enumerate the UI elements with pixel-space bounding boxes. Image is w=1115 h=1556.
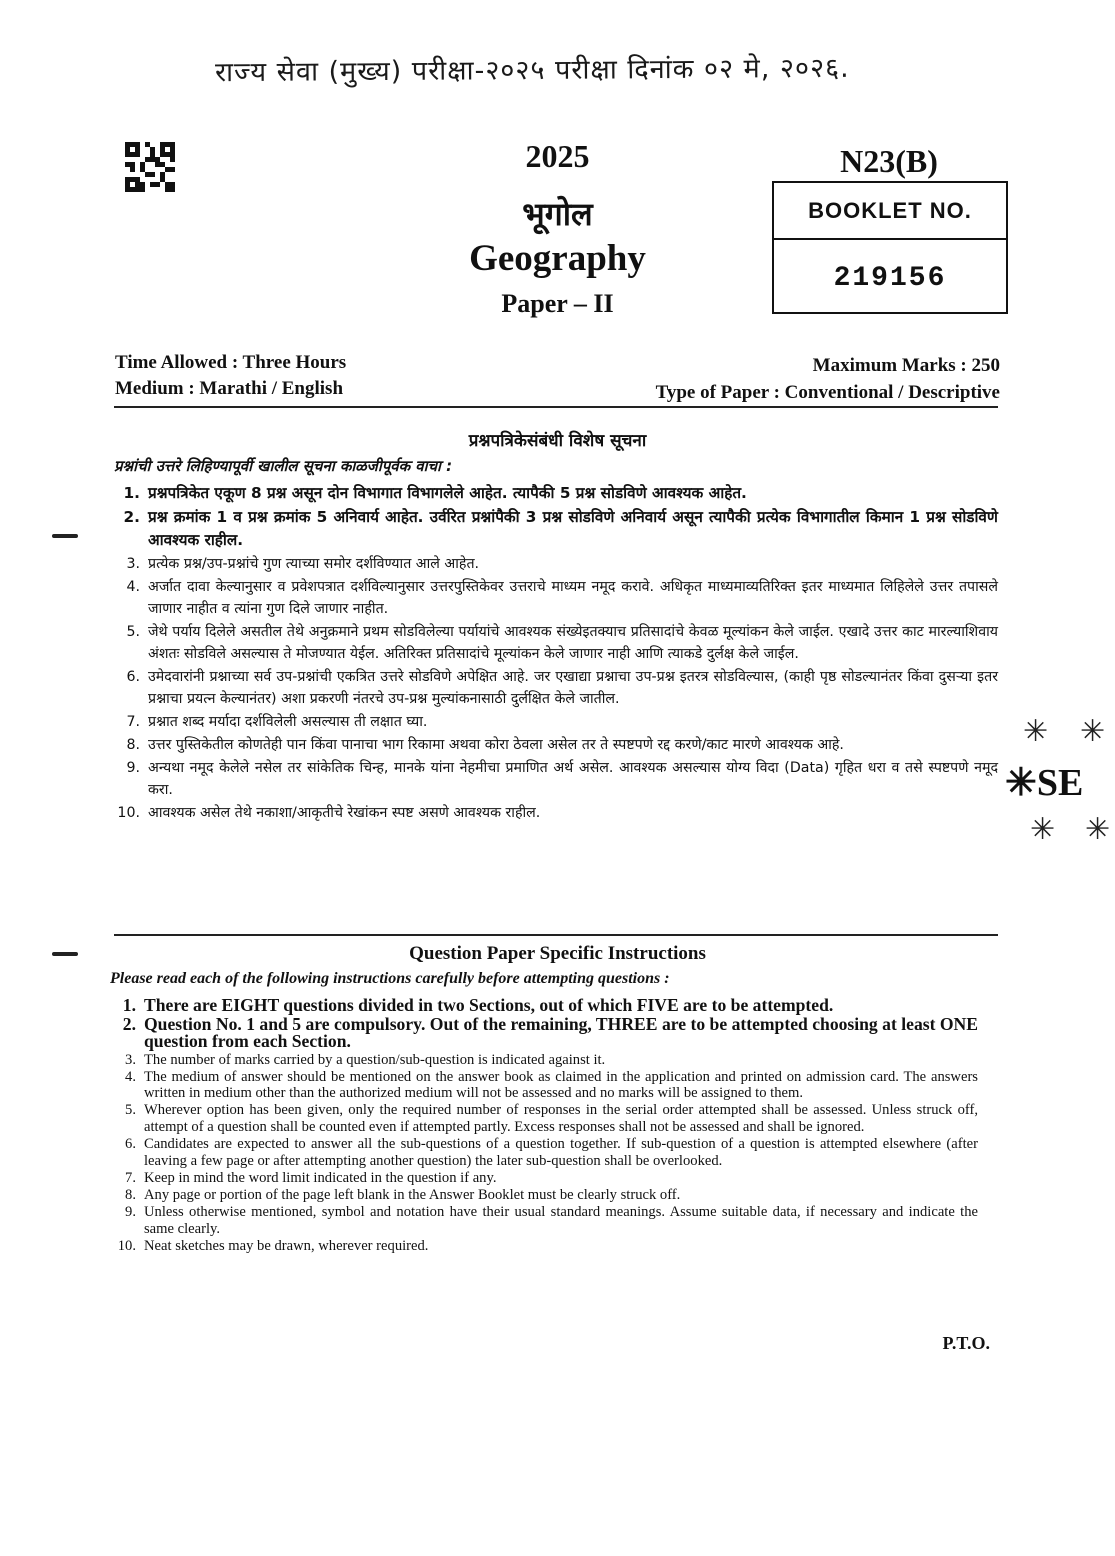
margin-stamp	[1005, 700, 1111, 860]
list-item: 3. प्रत्येक प्रश्न/उप-प्रश्नांचे गुण त्याच्या समोर दर्शविण्यात आले आहेत.	[126, 556, 480, 572]
list-item: 5. Wherever option has been given, only the required number of responses in the serial order attempted shall be assessed. Unless struck off, attempt of a question shall be counted even if attempted partly. Excess responses shall not be assessed and shall be ignored.	[125, 1102, 978, 1136]
margin-stamp-text: ✳SE	[1005, 762, 1084, 804]
list-item: 4. The medium of answer should be mentioned on the answer book as claimed in the application and printed on admission card. The answers written in medium other than the authorized medium will not be assessed and no marks will be assigned to them.	[125, 1068, 978, 1102]
marathi-instruction-list	[114, 482, 998, 825]
asterisk-icon: ✳	[1023, 714, 1049, 749]
list-item: 7. प्रश्नात शब्द मर्यादा दर्शविलेली असल्यास ती लक्षात घ्या.	[126, 714, 428, 730]
booklet-label: BOOKLET NO.	[774, 183, 1006, 240]
list-item: 4. अर्जात दावा केल्यानुसार व प्रवेशपत्रात दर्शविल्यानुसार उत्तरपुस्तिकेवर उत्तराचे माध्यम नमूद करावे. अधिकृत माध्यमाव्यतिरिक्त इतर माध्यमात लिहिलेले उत्तर तपासले जाणार नाहीत व त्यांना गुण दिले जाणार नाहीत.	[126, 579, 998, 617]
please-turn-over: P.T.O.	[942, 1333, 990, 1353]
time-allowed: Time Allowed : Three Hours	[115, 352, 347, 373]
list-item: 8. Any page or portion of the page left blank in the Answer Booklet must be clearly struck off.	[125, 1187, 681, 1204]
list-item: 3. The number of marks carried by a question/sub-question is indicated against it.	[125, 1051, 606, 1068]
paper-type: Type of Paper : Conventional / Descriptive	[655, 382, 1000, 403]
medium: Medium : Marathi / English	[115, 378, 344, 399]
english-instructions-heading: Question Paper Specific Instructions	[409, 943, 706, 964]
punch-mark	[52, 952, 78, 956]
list-item: 9. Unless otherwise mentioned, symbol and notation have their usual standard meanings. Assume suitable data, if necessary and indicate the same clearly.	[125, 1204, 978, 1237]
list-item: 2. Question No. 1 and 5 are compulsory. Out of the remaining, THREE are to be attempted choosing at least ONE question from each Section.	[122, 1013, 978, 1051]
asterisk-icon: ✳	[1085, 812, 1111, 847]
list-item: 6. उमेदवारांनी प्रश्नाच्या सर्व उप-प्रश्नांची एकत्रित उत्तरे सोडविणे अपेक्षित आहे. जर एखाद्या प्रश्नाचा उप-प्रश्न इतरत्र सोडविल्यास, (काही पृष्ठ सोडल्यानंतर किंवा दुसऱ्या इतर प्रश्नाचा प्रयत्न केल्यानंतर) अशा प्रकरणी नंतरचे उप-प्रश्न मुल्यांकनासाठी दुर्लक्षित केले जातील.	[126, 669, 998, 707]
list-item: 1. प्रश्नपत्रिकेत एकूण 8 प्रश्न असून दोन विभागात विभागलेले आहेत. त्यापैकी 5 प्रश्न सोडविणे आवश्यक आहेत.	[123, 484, 747, 502]
list-item: 6. Candidates are expected to answer all the sub-questions of a question together. If sub-question of a question is attempted elsewhere (after leaving a few page or after attempting another question) the later sub-question shall be overlooked.	[125, 1136, 978, 1169]
list-item: 10. Neat sketches may be drawn, wherever required.	[117, 1238, 429, 1255]
marathi-instructions-subheading: प्रश्नांची उत्तरे लिहिण्यापूर्वी खालील सूचना काळजीपूर्वक वाचा :	[114, 457, 453, 475]
english-instruction-list	[110, 997, 978, 1255]
paper-code: N23(B)	[840, 143, 938, 179]
booklet-number: 219156	[833, 262, 947, 294]
english-instructions-subheading: Please read each of the following instructions carefully before attempting questions :	[110, 970, 670, 987]
list-item: 1. There are EIGHT questions divided in two Sections, out of which FIVE are to be attempted.	[122, 995, 834, 1015]
asterisk-icon: ✳	[1030, 812, 1056, 847]
list-item: 9. अन्यथा नमूद केलेले नसेल तर सांकेतिक चिन्ह, मानके यांना नेहमीचा प्रमाणित अर्थ असेल. आवश्यक असल्यास योग्य विदा (Data) गृहित धरा व तसे स्पष्टपणे नमूद करा.	[126, 760, 998, 798]
booklet-number-box	[772, 181, 1008, 314]
list-item: 5. जेथे पर्याय दिलेले असतील तेथे अनुक्रमाने प्रथम सोडविलेल्या पर्यायांचे आवश्यक संख्येइतक्याच प्रतिसादांचे केवळ मूल्यांकन केले जाईल. एखादे उत्तर काट मारल्याशिवाय अंशतः सोडविले असल्यास ते मोजण्यात येईल. अतिरिक्त प्रतिसादांचे मूल्यांकन केले जाणार नाही आणि त्याकडे दुर्लक्ष केले जाईल.	[126, 624, 998, 662]
exam-year: 2025	[525, 138, 590, 174]
marathi-instructions-heading: प्रश्नपत्रिकेसंबंधी विशेष सूचना	[468, 431, 647, 451]
punch-mark	[52, 534, 78, 538]
list-item: 7. Keep in mind the word limit indicated in the question if any.	[125, 1170, 497, 1187]
paper-number: Paper – II	[501, 289, 614, 318]
divider	[114, 934, 998, 936]
handwritten-exam-note: राज्य सेवा (मुख्य) परीक्षा-२०२५ परीक्षा दिनांक ०२ मे, २०२६.	[214, 52, 850, 89]
list-item: 10. आवश्यक असेल तेथे नकाशा/आकृतीचे रेखांकन स्पष्ट असणे आवश्यक राहील.	[117, 805, 541, 821]
maximum-marks: Maximum Marks : 250	[812, 355, 1000, 376]
subject-title-marathi: भूगोल	[522, 195, 593, 233]
asterisk-icon: ✳	[1080, 714, 1106, 749]
subject-title-english: Geography	[469, 238, 646, 279]
divider	[114, 406, 998, 408]
list-item: 2. प्रश्न क्रमांक 1 व प्रश्न क्रमांक 5 अनिवार्य आहेत. उर्वरित प्रश्नांपैकी 3 प्रश्न सोडविणे अनिवार्य असून त्यापैकी प्रत्येक विभागातील किमान 1 प्रश्न सोडविणे आवश्यक राहील.	[123, 508, 998, 549]
list-item: 8. उत्तर पुस्तिकेतील कोणतेही पान किंवा पानाचा भाग रिकामा अथवा कोरा ठेवला असेल तर ते स्पष्टपणे रद्द करणे/काट मारणे आवश्यक आहे.	[126, 737, 844, 753]
